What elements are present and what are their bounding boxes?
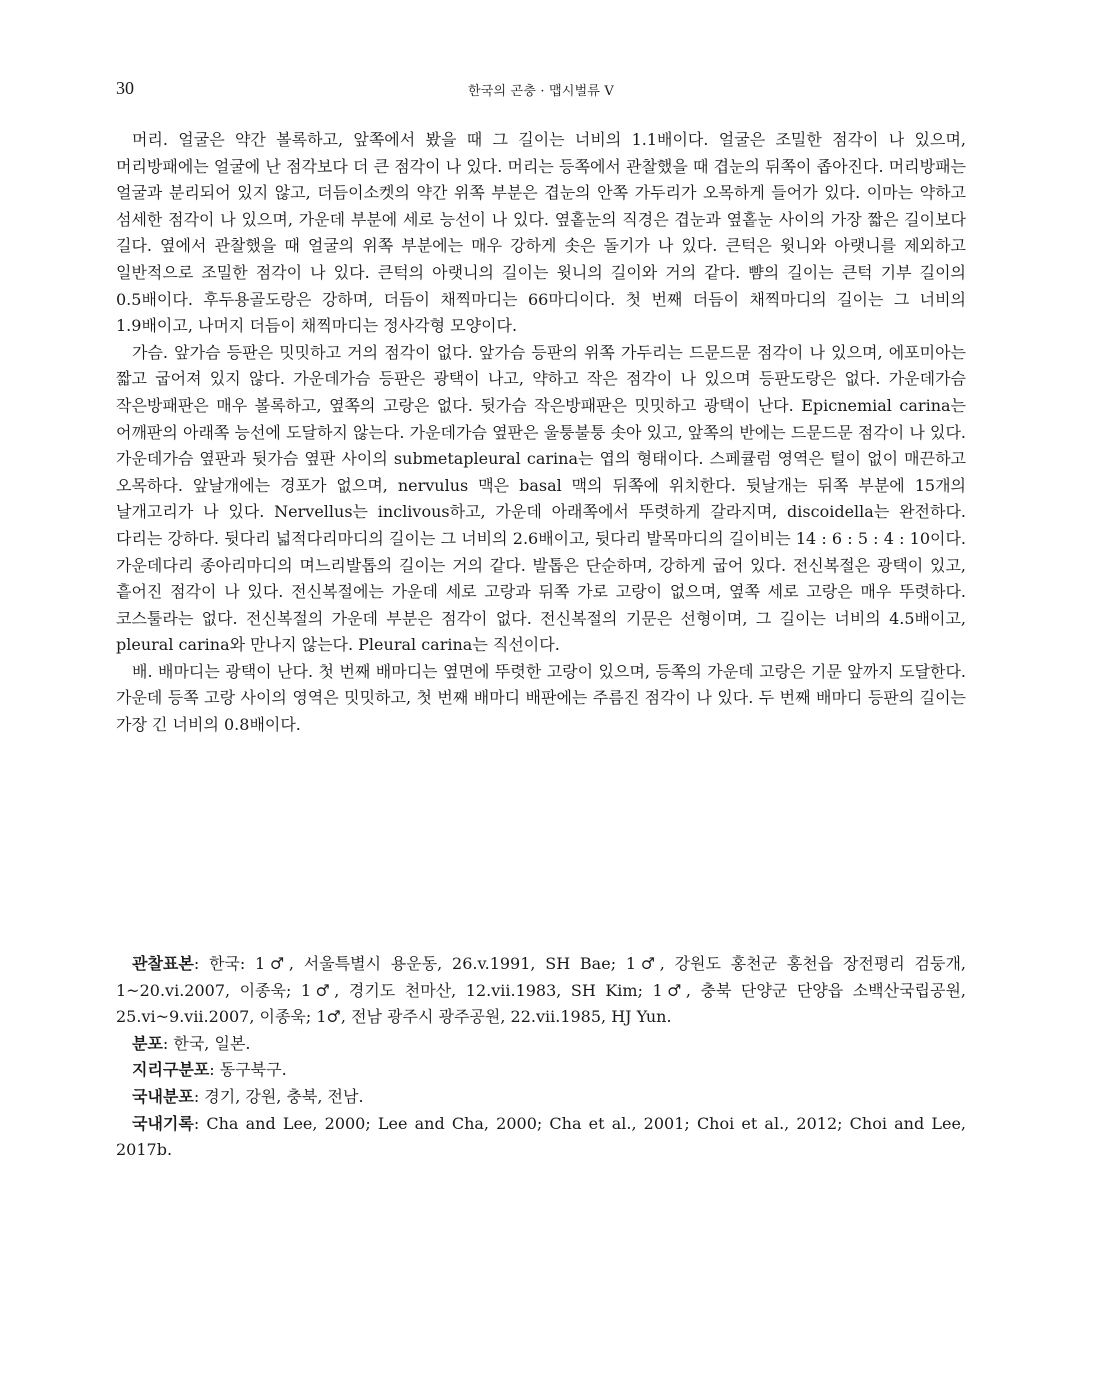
record-text: : 한국, 일본.	[162, 1033, 251, 1053]
record-text: : Cha and Lee, 2000; Lee and Cha, 2000; Cha et al., 2001; Choi et al., 2012; Choi and Lee, 2017b.	[116, 1113, 966, 1160]
record-distribution	[116, 1031, 966, 1058]
running-head	[116, 78, 966, 100]
record-domestic-distribution	[116, 1084, 966, 1111]
paragraph-head: 머리. 얼굴은 약간 볼록하고, 앞쪽에서 봤을 때 그 길이는 너비의 1.1배이다. 얼굴은 조밀한 점각이 나 있으며, 머리방패에는 얼굴에 난 점각보다 더 큰 점각이 나 있다. 머리는 등쪽에서 관찰했을 때 겹눈의 뒤쪽이 좁아진다. 머리방패는 얼굴과 분리되어 있지 않고, 더듬이소켓의 약간 위쪽 부분은 겹눈의 안쪽 가두리가 오목하게 들어가 있다. 이마는 약하고 섬세한 점각이 나 있으며, 가운데 부분에 세로 능선이 나 있다. 옆홑눈의 직경은 겹눈과 옆홑눈 사이의 가장 짧은 길이보다 길다. 옆에서 관찰했을 때 얼굴의 위쪽 부분에는 매우 강하게 솟은 돌기가 나 있다. 큰턱은 윗니와 아랫니를 제외하고 일반적으로 조밀한 점각이 나 있다. 큰턱의 아랫니의 길이는 윗니의 길이와 거의 같다. 뺨의 길이는 큰턱 기부 길이의 0.5배이다. 후두용골도랑은 강하며, 더듬이 채찍마디는 66마디이다. 첫 번째 더듬이 채찍마디의 길이는 그 너비의 1.9배이고, 나머지 더듬이 채찍마디는 정사각형 모양이다.	[116, 130, 966, 336]
record-examined-specimens	[116, 951, 966, 1031]
paragraph-abdomen: 배. 배마디는 광택이 난다. 첫 번째 배마디는 옆면에 뚜렷한 고랑이 있으며, 등쪽의 가운데 고랑은 기문 앞까지 도달한다. 가운데 등쪽 고랑 사이의 영역은 밋밋하고, 첫 번째 배마디 배판에는 주름진 점각이 나 있다. 두 번째 배마디 등판의 길이는 가장 긴 너비의 0.8배이다.	[116, 661, 966, 735]
record-text: : 동구북구.	[209, 1060, 287, 1080]
paragraph-thorax: 가슴. 앞가슴 등판은 밋밋하고 거의 점각이 없다. 앞가슴 등판의 위쪽 가두리는 드문드문 점각이 나 있으며, 에포미아는 짧고 굽어져 있지 않다. 가운데가슴 등판은 광택이 나고, 약하고 작은 점각이 나 있으며 등판도랑은 없다. 가운데가슴 작은방패판은 매우 볼록하고, 옆쪽의 고랑은 없다. 뒷가슴 작은방패판은 밋밋하고 광택이 난다. Epicnemial carina는 어깨판의 아래쪽 능선에 도달하지 않는다. 가운데가슴 옆판은 울퉁불퉁 솟아 있고, 앞쪽의 반에는 드문드문 점각이 나 있다. 가운데가슴 옆판과 뒷가슴 옆판 사이의 submetapleural carina는 엽의 형태이다. 스페큘럼 영역은 털이 없이 매끈하고 오목하다. 앞날개에는 경포가 없으며, nervulus 맥은 basal 맥의 뒤쪽에 위치한다. 뒷날개는 뒤쪽 부분에 15개의 날개고리가 나 있다. Nervellus는 inclivous하고, 가운데 아래쪽에서 뚜렷하게 갈라지며, discoidella는 완전하다. 다리는 강하다. 뒷다리 넓적다리마디의 길이는 그 너비의 2.6배이고, 뒷다리 발목마디의 길이비는 14 : 6 : 5 : 4 : 10이다. 가운데다리 종아리마디의 며느리발톱의 길이는 거의 같다. 발톱은 단순하며, 강하게 굽어 있다. 전신복절은 광택이 있고, 흩어진 점각이 나 있다. 전신복절에는 가운데 세로 고랑과 뒤쪽 가로 고랑이 없으며, 옆쪽 세로 고랑은 매우 뚜렷하다. 코스툴라는 없다. 전신복절의 가운데 부분은 점각이 없다. 전신복절의 기문은 선형이며, 그 길이는 너비의 4.5배이고, pleural carina와 만나지 않는다. Pleural carina는 직선이다.	[116, 342, 966, 655]
record-zoogeographic-region	[116, 1057, 966, 1084]
record-text: : 경기, 강원, 충북, 전남.	[193, 1086, 364, 1106]
species-description	[116, 127, 966, 739]
specimen-records	[116, 951, 966, 1164]
record-label: 분포	[132, 1033, 163, 1053]
record-label: 지리구분포	[132, 1060, 210, 1080]
record-domestic-literature	[116, 1111, 966, 1164]
record-label: 국내기록	[132, 1113, 194, 1133]
page-number: 30	[116, 78, 134, 98]
running-title: 한국의 곤충 · 맵시벌류 V	[467, 84, 615, 99]
record-label: 국내분포	[132, 1086, 194, 1106]
record-label: 관찰표본	[132, 954, 194, 973]
record-text: : 한국: 1♂, 서울특별시 용운동, 26.v.1991, SH Bae; 1♂, 강원도 홍천군 홍천읍 장전평리 검둥개, 1~20.vi.2007, 이종욱; 1♂, 경기도 천마산, 12.vii.1983, SH Kim; 1♂, 충북 단양군 단양읍 소백산국립공원, 25.vi~9.vii.2007, 이종욱; 1♂, 전남 광주시 광주공원, 22.vii.1985, HJ Yun.	[116, 954, 966, 1027]
